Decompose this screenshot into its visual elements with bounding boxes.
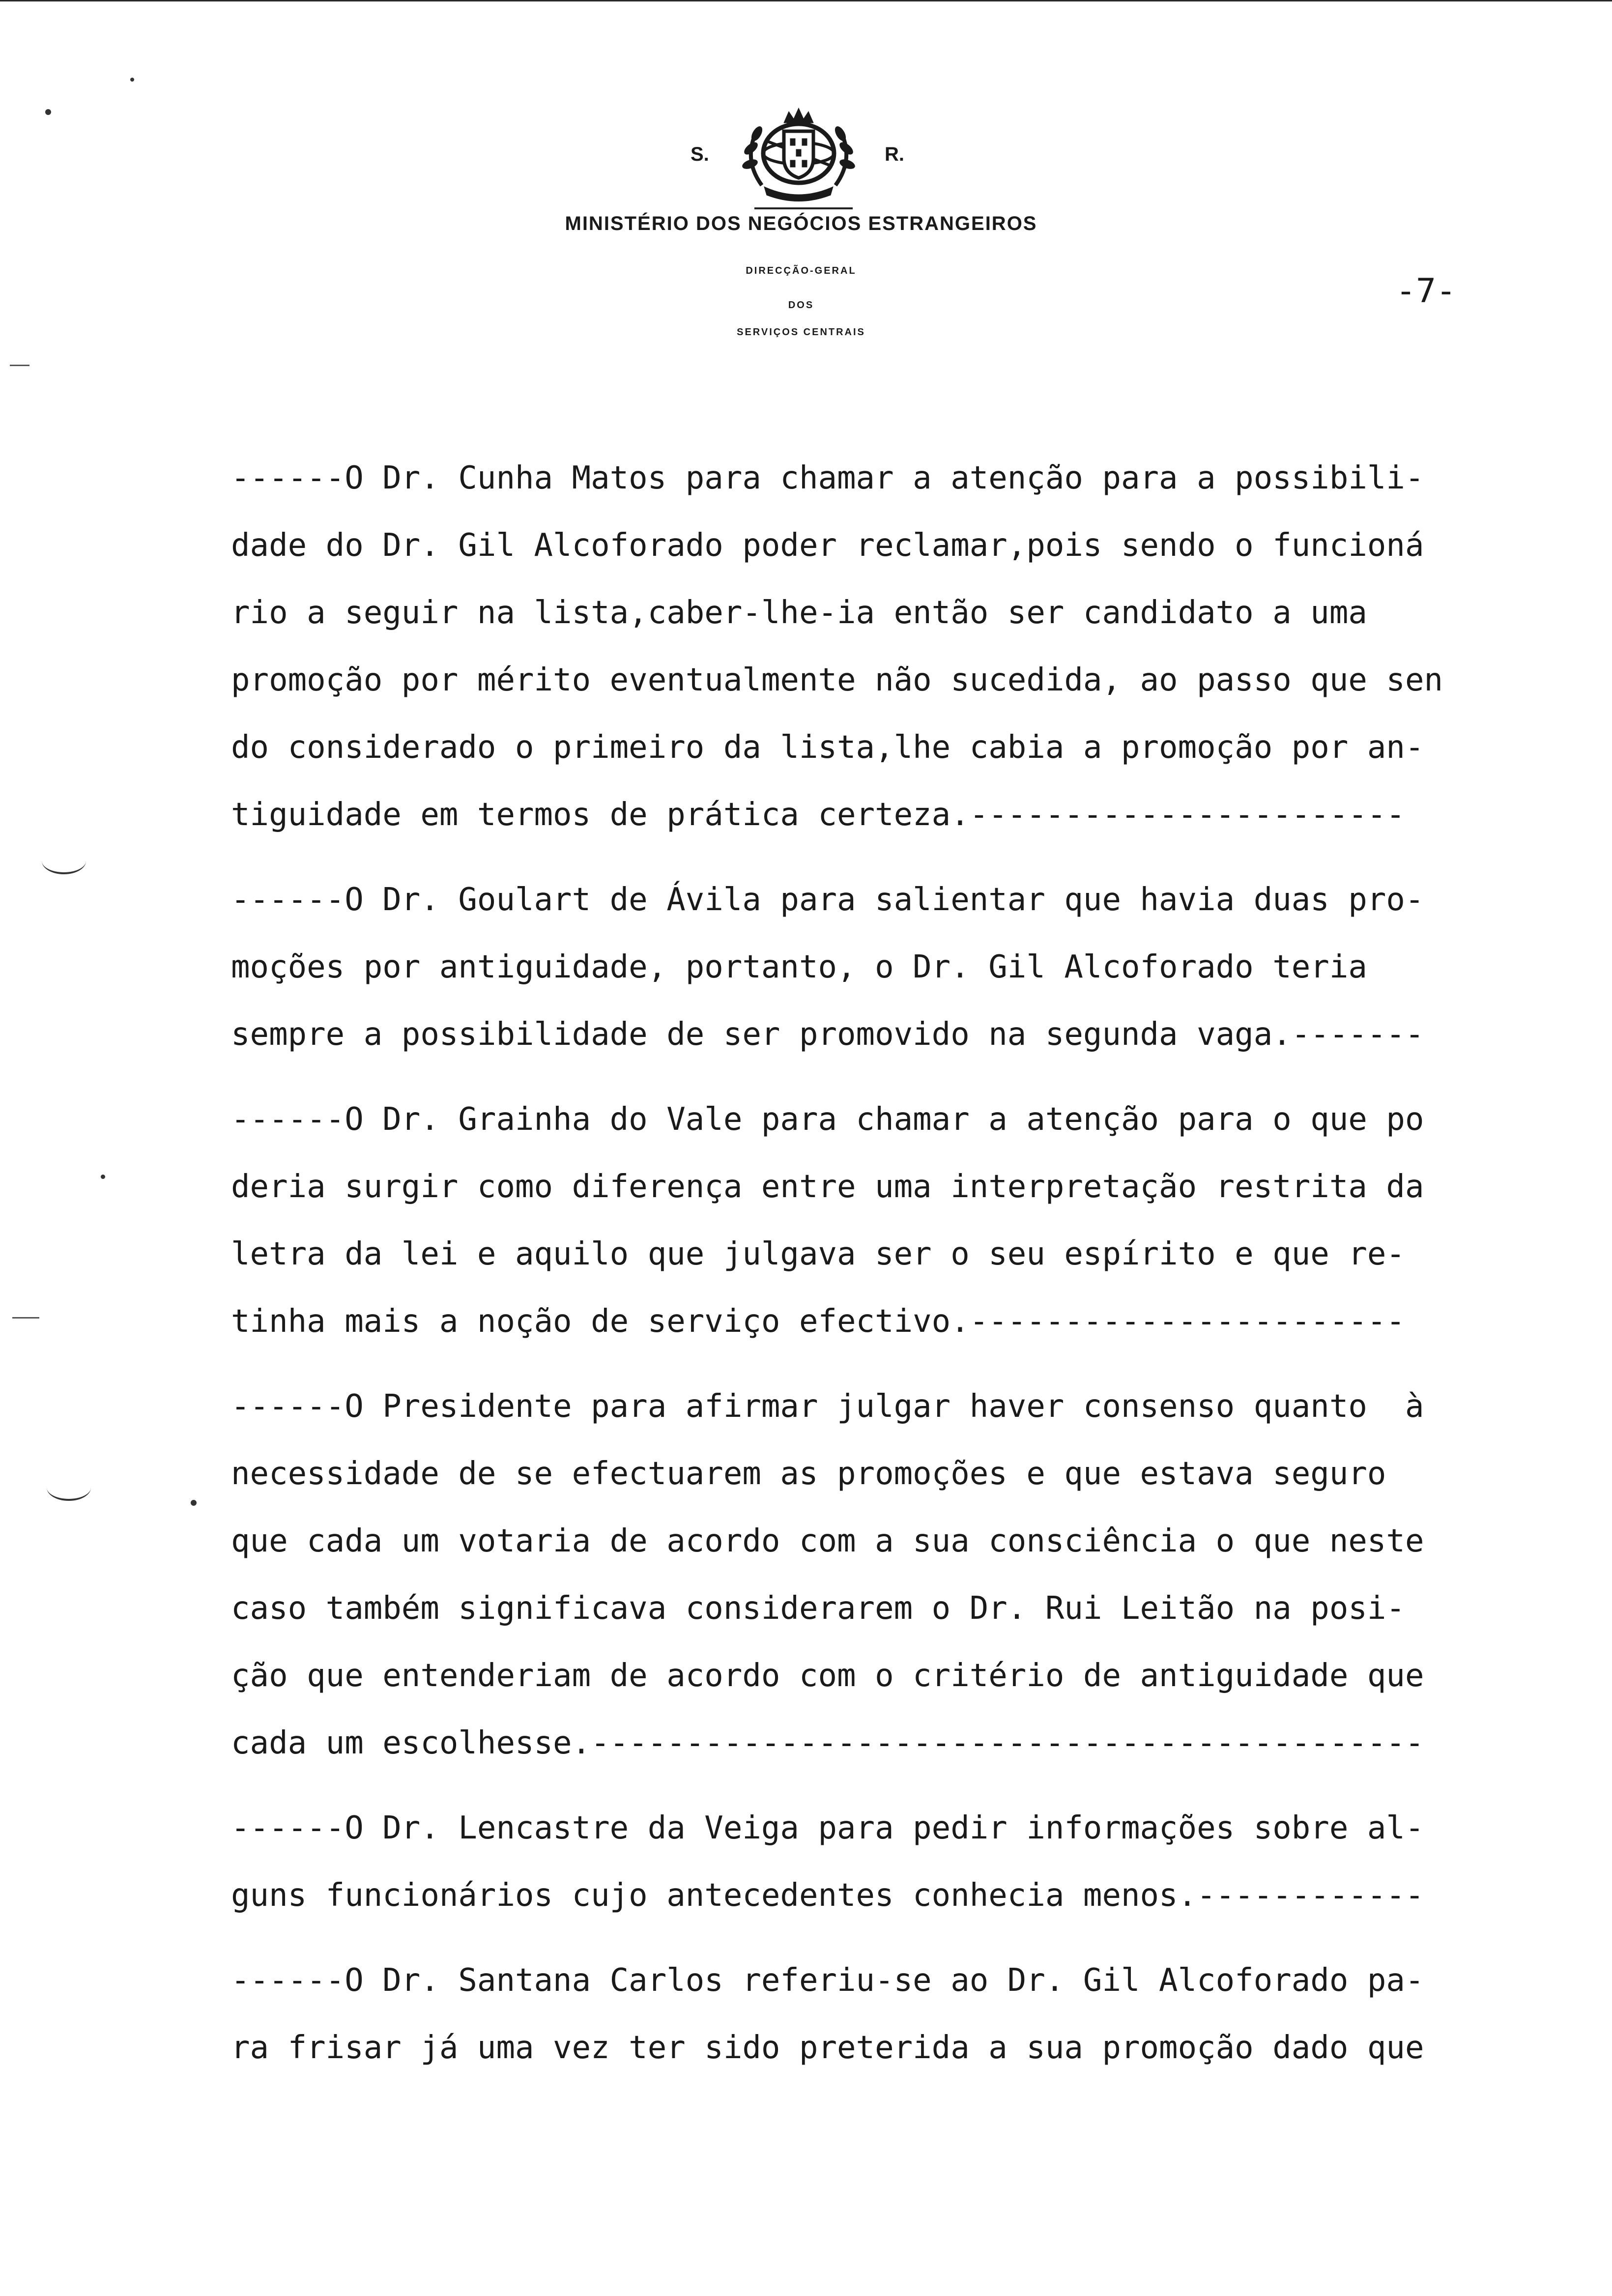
text-line: promoção por mérito eventualmente não sucedida, ao passo que sen <box>231 662 1443 698</box>
letterhead-divider <box>754 207 853 209</box>
paragraph <box>231 866 1519 1068</box>
paragraph <box>231 1795 1519 1929</box>
text-line: ra frisar já uma vez ter sido preterida a sua promoção dado que <box>231 2030 1424 2066</box>
page-number: -7- <box>1396 272 1456 311</box>
portuguese-coat-of-arms-icon <box>727 104 870 202</box>
paragraph <box>231 1373 1519 1777</box>
text-line: cada um escolhesse.-------------------------------------------- <box>231 1725 1424 1761</box>
text-line: letra da lei e aquilo que julgava ser o seu espírito e que re- <box>231 1236 1405 1272</box>
text-line: tinha mais a noção de serviço efectivo.----------------------- <box>231 1303 1405 1340</box>
scan-mark <box>101 1175 105 1179</box>
scan-mark <box>10 365 29 366</box>
letterhead-r-letter: R. <box>885 144 904 165</box>
ministry-name: MINISTÉRIO DOS NEGÓCIOS ESTRANGEIROS <box>565 213 1037 234</box>
letterhead <box>506 98 1096 354</box>
scan-mark <box>45 109 51 115</box>
text-line: ------O Presidente para afirmar julgar haver consenso quanto à <box>231 1388 1424 1425</box>
paragraph <box>231 1086 1519 1355</box>
letterhead-s-letter: S. <box>691 144 709 165</box>
text-line: ------O Dr. Santana Carlos referiu-se ao Dr. Gil Alcoforado pa- <box>231 1962 1424 1999</box>
text-line: ção que entenderiam de acordo com o critério de antiguidade que <box>231 1658 1424 1694</box>
text-line: do considerado o primeiro da lista,lhe cabia a promoção por an- <box>231 729 1424 766</box>
scan-mark <box>42 848 86 874</box>
text-line: guns funcionários cujo antecedentes conhecia menos.------------ <box>231 1877 1424 1914</box>
text-line: tiguidade em termos de prática certeza.----------------------- <box>231 797 1405 833</box>
text-line: que cada um votaria de acordo com a sua consciência o que neste <box>231 1523 1424 1559</box>
paragraph <box>231 1947 1519 2082</box>
text-line: deria surgir como diferença entre uma interpretação restrita da <box>231 1169 1424 1205</box>
text-line: moções por antiguidade, portanto, o Dr. Gil Alcoforado teria <box>231 949 1367 985</box>
text-line: ------O Dr. Grainha do Vale para chamar a atenção para o que po <box>231 1101 1424 1138</box>
text-line: sempre a possibilidade de ser promovido na segunda vaga.------- <box>231 1016 1424 1053</box>
text-line: rio a seguir na lista,caber-lhe-ia então ser candidato a uma <box>231 595 1367 631</box>
department-line-3: SERVIÇOS CENTRAIS <box>737 327 865 338</box>
top-edge-line <box>0 0 1612 1</box>
scan-mark <box>130 78 134 82</box>
text-line: necessidade de se efectuarem as promoções e que estava seguro <box>231 1456 1386 1492</box>
document-body <box>231 445 1519 2099</box>
text-line: ------O Dr. Cunha Matos para chamar a atenção para a possibili- <box>231 460 1424 496</box>
text-line: ------O Dr. Goulart de Ávila para salientar que havia duas pro- <box>231 882 1424 918</box>
text-line: caso também significava considerarem o Dr. Rui Leitão na posi- <box>231 1590 1405 1627</box>
scan-mark <box>12 1317 39 1319</box>
department-line-1: DIRECÇÃO-GERAL <box>746 265 857 276</box>
text-line: ------O Dr. Lencastre da Veiga para pedir informações sobre al- <box>231 1810 1424 1846</box>
text-line: dade do Dr. Gil Alcoforado poder reclamar,pois sendo o funcioná <box>231 527 1424 564</box>
scan-mark <box>47 1474 91 1501</box>
scan-mark <box>191 1500 197 1506</box>
department-line-2: DOS <box>788 300 814 311</box>
paragraph <box>231 445 1519 849</box>
